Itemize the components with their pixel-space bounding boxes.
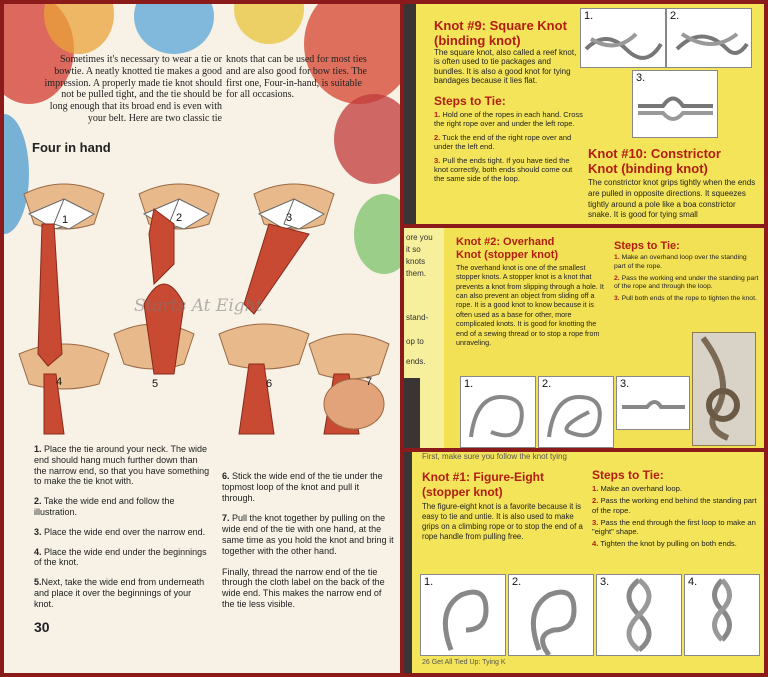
step-item — [34, 527, 212, 538]
step-item — [34, 547, 212, 569]
page-gutter — [404, 378, 420, 448]
figure-number: 7 — [366, 376, 373, 388]
knot-photo — [692, 332, 756, 446]
edge-word: knots — [406, 257, 426, 266]
step-item — [592, 518, 760, 538]
knot-figure — [580, 8, 666, 68]
figure-number: 2. — [542, 378, 552, 390]
knot-figure — [538, 376, 614, 448]
step-number: 7. — [222, 513, 230, 524]
knot-figure — [684, 574, 760, 656]
figure-number: 5 — [152, 378, 159, 390]
step-item — [222, 471, 394, 503]
step-item — [34, 577, 212, 609]
rope-illustration — [509, 575, 593, 655]
rope-illustration — [581, 9, 665, 67]
step-text: Stick the wide end of the tie under the topmost loop of the knot and pull it through. — [222, 471, 383, 503]
step-text: Next, take the wide end from underneath and place it over the beginnings of your knot. — [34, 577, 205, 609]
rope-illustration — [667, 9, 751, 67]
photo-knot — [693, 333, 755, 445]
figure-number: 6 — [266, 378, 273, 390]
step-item — [592, 539, 760, 549]
intro-column-1: Sometimes it's necessary to wear a tie or bowtie. A neatly knotted tie makes a good impression. A properly made tie knot should not be pulled tight, and the tie should be long enough that its broad end is even with your belt. Here are two classic tie — [44, 54, 222, 124]
step-number: 4. — [592, 539, 599, 549]
step-number: 1. — [434, 110, 441, 119]
steps-list — [614, 254, 759, 304]
step-item — [434, 133, 584, 152]
steps-column-2 — [222, 471, 394, 610]
tie-book-page — [4, 4, 400, 673]
steps-list — [434, 110, 584, 184]
figure-eight-page — [404, 452, 764, 673]
step-item — [614, 254, 759, 272]
edge-word: them. — [406, 269, 427, 278]
knot-figure — [460, 376, 536, 448]
step-number: 2. — [434, 132, 441, 142]
balloon-decoration — [134, 4, 214, 54]
step-number: 6. — [222, 471, 230, 481]
step-text: Pass the working end under the standing part of the rope and through the loop. — [614, 274, 759, 291]
step-item — [614, 275, 759, 293]
step-item — [34, 444, 212, 487]
step-text: Tighten the knot by pulling on both ends. — [600, 539, 737, 549]
knot-title: Knot #10: Constrictor — [588, 146, 721, 161]
balloon-decoration — [234, 4, 304, 44]
step-item — [592, 496, 760, 516]
figure-number: 1 — [62, 214, 69, 226]
figure-number: 2. — [512, 576, 522, 588]
steps-heading: Steps to Tie: — [434, 94, 506, 108]
steps-column-1 — [34, 444, 212, 610]
knot-subtitle: Knot (stopper knot) — [456, 249, 559, 261]
knot-figure — [666, 8, 752, 68]
knot-description: The figure-eight knot is a favorite because it is easy to tie and untie. It is also used to make grips on a climbing rope or to stop the end of a rope handle from pulling free. — [422, 502, 583, 542]
figure-number: 4. — [688, 576, 698, 588]
page-number: 30 — [34, 619, 50, 635]
step-number: 3. — [592, 517, 599, 527]
knot-description: The overhand knot is one of the smallest stopper knots. A stopper knot is a knot that prevents a knot from slipping through a hole. It can also prevent an object from sliding off a rope. It is a good knot to know because it is often used as a base for other, more complicated knots. It is good for knotting the end of a sewing thread or to stop a rope from unraveling. — [456, 263, 604, 347]
step-text: Pull both ends of the rope to tighten the knot. — [621, 295, 757, 303]
step-text: Pull the knot together by pulling on the wide end of the tie with one hand, at the same time as you hold the knot and bring it together with the other hand. — [222, 513, 394, 556]
knot-figure — [420, 574, 506, 656]
knot-figure — [616, 376, 690, 430]
edge-word: stand- — [406, 313, 429, 322]
cut-off-text: First, make sure you follow the knot tying — [422, 452, 567, 461]
square-knot-page — [404, 4, 764, 224]
page-gutter — [404, 452, 412, 673]
step-number: 3. — [614, 295, 620, 303]
step-item — [592, 484, 760, 494]
step-text: Make an overhand loop over the standing part of the rope. — [614, 254, 747, 270]
figure-number: 3 — [286, 212, 293, 224]
edge-word: ore you — [406, 233, 433, 242]
figure-number: 1. — [464, 378, 474, 390]
knot-title: Knot #1: Figure-Eight — [422, 470, 544, 484]
steps-heading: Steps to Tie: — [592, 468, 664, 482]
figure-number: 1. — [424, 576, 434, 588]
step-item — [34, 496, 212, 518]
step-text: Hold one of the ropes in each hand. Cross the right rope over and under the left rope. — [434, 110, 583, 129]
step-text: Pass the working end behind the standing part of the rope. — [592, 495, 757, 515]
figure-number: 1. — [584, 10, 594, 22]
edge-word: ends. — [406, 357, 426, 366]
step-text: Make an overhand loop. — [600, 484, 682, 493]
steps-list — [592, 484, 760, 549]
step-number: 1. — [34, 444, 42, 454]
section-heading: Four in hand — [32, 140, 111, 155]
figure-number: 4 — [56, 376, 63, 388]
edge-word: op to — [406, 337, 424, 346]
knot-subtitle: Knot (binding knot) — [588, 161, 708, 176]
overhand-knot-page — [404, 228, 764, 448]
intro-column-2: knots that can be used for most ties and are also good for bow ties. The first one, Four-in-hand, is suitable for all occasions. — [226, 54, 367, 101]
rope-illustration — [421, 575, 505, 655]
page-footer: 26 Get All Tied Up: Tying K — [422, 659, 506, 666]
step-text: Place the wide end over the narrow end. — [44, 526, 206, 537]
step-number: 1. — [614, 254, 620, 261]
figure-number: 2. — [670, 10, 680, 22]
step-text: Pull the ends tight. If you have tied the knot correctly, both ends should come out the same side of the loop. — [434, 155, 573, 184]
step-item — [434, 156, 584, 184]
rope-illustration — [597, 575, 681, 655]
knot-figure — [596, 574, 682, 656]
edge-text-column — [404, 228, 444, 448]
step-text: Place the tie around your neck. The wide end should hang much further down than the narrow end, so that you have something to make the tie knot with. — [34, 444, 210, 487]
edge-word: it so — [406, 245, 421, 254]
step-item — [222, 567, 394, 610]
step-number: 2. — [592, 495, 599, 505]
step-text: Finally, thread the narrow end of the tie through the cloth label on the back of the wide end. This makes the narrow end of the tie less visible. — [222, 566, 385, 609]
step-item — [434, 110, 584, 129]
step-text: Take the wide end and follow the illustration. — [34, 496, 175, 517]
knot-subtitle: (stopper knot) — [422, 485, 503, 499]
knot-figure — [508, 574, 594, 656]
figure-number: 2 — [176, 212, 183, 224]
step-number: 3. — [434, 155, 441, 165]
step-item — [614, 295, 759, 304]
steps-heading: Steps to Tie: — [614, 240, 680, 252]
step-number: 1. — [592, 484, 599, 493]
step-item — [222, 513, 394, 556]
figure-number: 3. — [636, 72, 646, 84]
step-number: 3. — [34, 526, 42, 537]
knot-title: Knot #2: Overhand — [456, 236, 555, 248]
step-text: Pass the end through the first loop to make an "eight" shape. — [592, 517, 756, 537]
knot-description: The square knot, also called a reef knot, is often used to tie packages and bundles. It is also a good knot for tying bandages because it lies flat. — [434, 48, 577, 86]
page-gutter — [404, 4, 416, 224]
step-number: 2. — [34, 496, 42, 507]
figure-number: 3. — [600, 576, 610, 588]
watermark: Starts At Eight — [134, 296, 263, 316]
step-number: 5. — [34, 577, 42, 588]
step-text: Place the wide end under the beginnings of the knot. — [34, 546, 207, 568]
step-number: 4. — [34, 546, 42, 557]
figure-number: 3. — [620, 378, 630, 390]
knot-subtitle: (binding knot) — [434, 33, 521, 48]
knot-description: The constrictor knot grips tightly when the ends are pulled in opposite directions. It squeezes tightly around a pole like a boa constrictor snake. It is good for tying small — [588, 178, 756, 220]
step-number: 2. — [614, 274, 620, 282]
knot-title: Knot #9: Square Knot — [434, 18, 567, 33]
rope-illustration — [633, 71, 717, 137]
step-text: Tuck the end of the right rope over and under the left end. — [434, 132, 572, 152]
knot-figure — [632, 70, 718, 138]
